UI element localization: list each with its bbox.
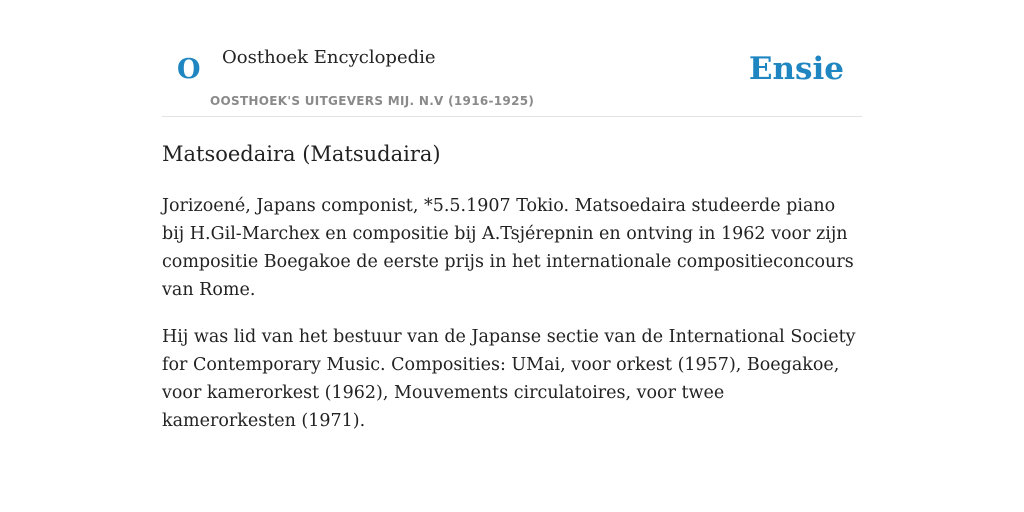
article-paragraph: Jorizoené, Japans componist, *5.5.1907 Tokio. Matsoedaira studeerde piano bij H.Gil-Marchex en compositie bij A.Tsjérepnin en ontving in 1962 voor zijn compositie Boegakoe de eerste prijs in het internationale compositieconcours van Rome. <box>162 196 854 300</box>
article-title: Matsoedaira (Matsudaira) <box>162 142 441 166</box>
article <box>162 138 862 454</box>
site-title[interactable]: Oosthoek Encyclopedie <box>222 47 436 68</box>
site-logo[interactable]: O <box>177 54 201 85</box>
publisher-label: OOSTHOEK'S UITGEVERS MIJ. N.V (1916-1925) <box>210 94 535 108</box>
article-paragraph: Hij was lid van het bestuur van de Japanse sectie van de International Society for Contemporary Music. Composities: UMai, voor orkest (1957), Boegakoe, voor kamerorkest (1962), Mouvements circulatoires, voor twee kamerorkesten (1971). <box>162 327 856 431</box>
site-header <box>162 0 862 117</box>
brand-logo[interactable]: Ensie <box>748 51 844 87</box>
